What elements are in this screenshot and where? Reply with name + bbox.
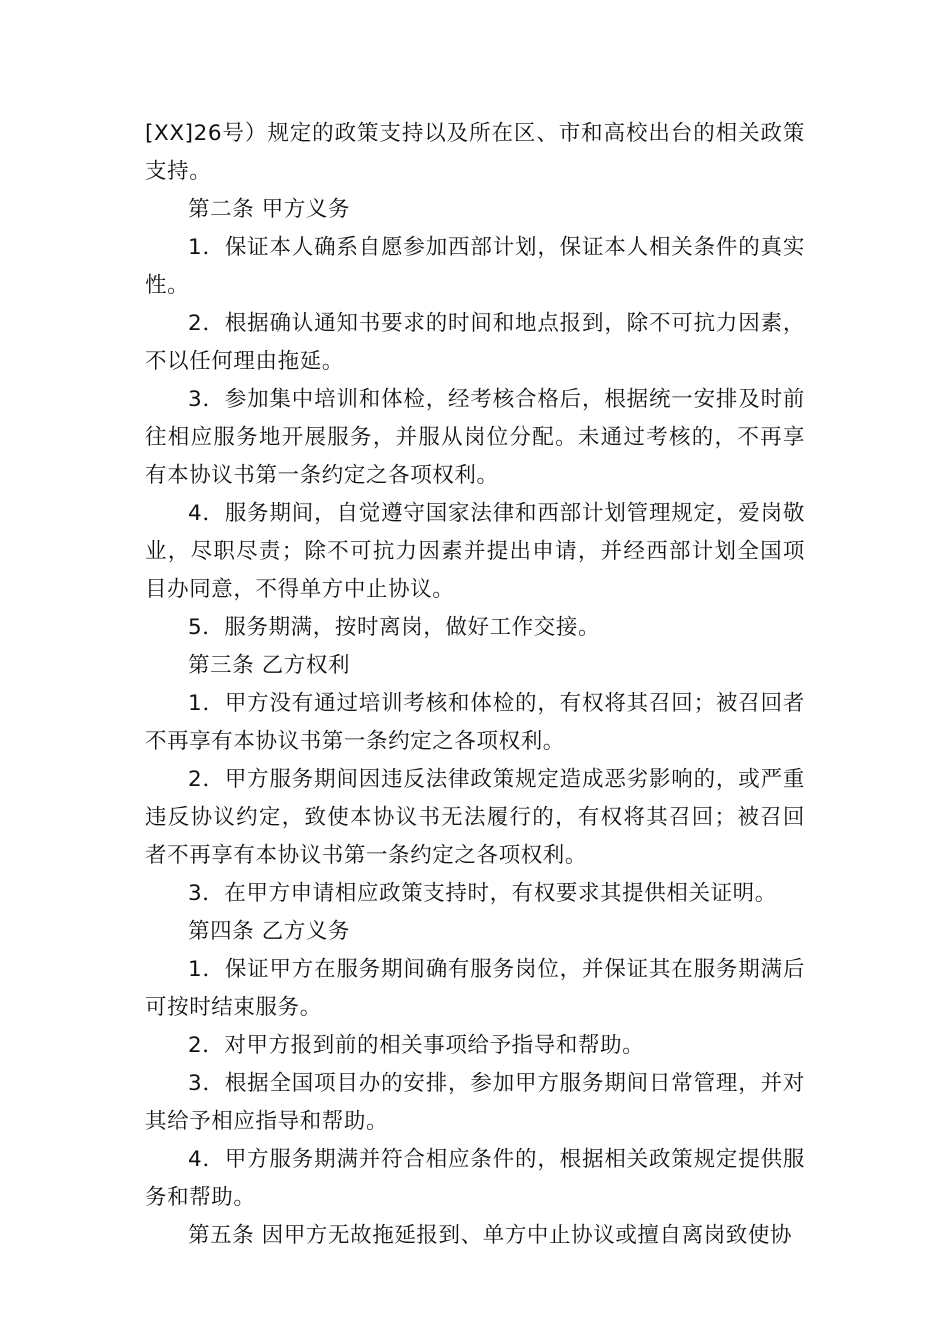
article-2-item-1: 1．保证本人确系自愿参加西部计划，保证本人相关条件的真实性。: [145, 235, 805, 298]
article-5-heading: 第五条 因甲方无故拖延报到、单方中止协议或擅自离岗致使协: [188, 1223, 793, 1248]
article-4-item-4: 4．甲方服务期满并符合相应条件的，根据相关政策规定提供服务和帮助。: [145, 1147, 805, 1210]
article-4-item-3: 3．根据全国项目办的安排，参加甲方服务期间日常管理，并对其给予相应指导和帮助。: [145, 1071, 805, 1134]
article-2-item-2: 2．根据确认通知书要求的时间和地点报到，除不可抗力因素，不以任何理由拖延。: [145, 311, 805, 374]
article-2-item-3: 3．参加集中培训和体检，经考核合格后，根据统一安排及时前往相应服务地开展服务，并服从岗位分配。未通过考核的，不再享有本协议书第一条约定之各项权利。: [145, 387, 805, 488]
article-2-item-4: 4．服务期间，自觉遵守国家法律和西部计划管理规定，爱岗敬业，尽职尽责；除不可抗力因素并提出申请，并经西部计划全国项目办同意，不得单方中止协议。: [145, 501, 805, 602]
article-3-item-1: 1．甲方没有通过培训考核和体检的，有权将其召回；被召回者不再享有本协议书第一条约定之各项权利。: [145, 691, 805, 754]
document-body: [145, 115, 805, 1255]
article-4-item-2: 2．对甲方报到前的相关事项给予指导和帮助。: [188, 1033, 645, 1058]
article-3-heading: 第三条 乙方权利: [188, 653, 351, 678]
paragraph-policy-support: [XX]26号）规定的政策支持以及所在区、市和高校出台的相关政策支持。: [145, 121, 805, 184]
article-2-item-5: 5．服务期满，按时离岗，做好工作交接。: [188, 615, 601, 640]
article-4-item-1: 1．保证甲方在服务期间确有服务岗位，并保证其在服务期满后可按时结束服务。: [145, 957, 805, 1020]
article-2-heading: 第二条 甲方义务: [188, 197, 351, 222]
article-3-item-3: 3．在甲方申请相应政策支持时，有权要求其提供相关证明。: [188, 881, 777, 906]
article-3-item-2: 2．甲方服务期间因违反法律政策规定造成恶劣影响的，或严重违反协议约定，致使本协议书无法履行的，有权将其召回；被召回者不再享有本协议书第一条约定之各项权利。: [145, 767, 805, 868]
article-4-heading: 第四条 乙方义务: [188, 919, 351, 944]
